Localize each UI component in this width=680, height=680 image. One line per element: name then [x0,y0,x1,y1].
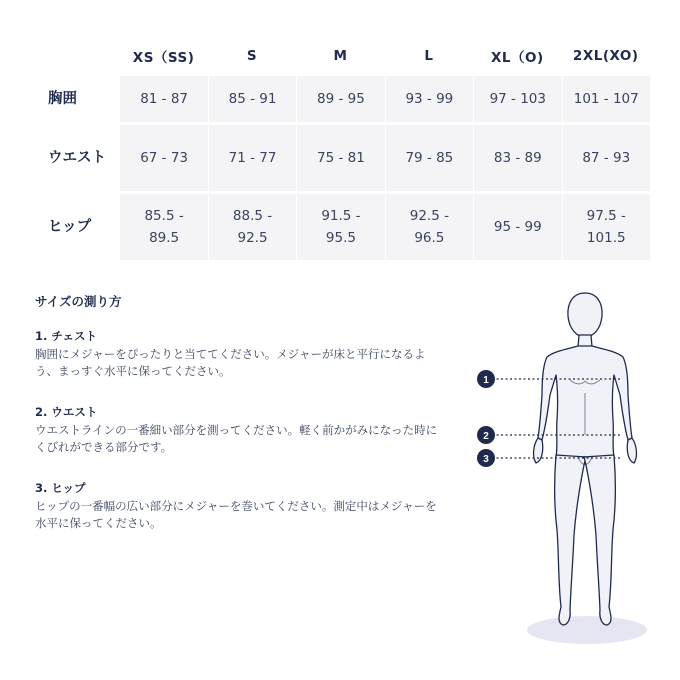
table-row-chest [38,76,650,125]
size-chart-table [38,36,650,263]
table-cell [562,194,651,263]
table-row-waist [38,125,650,194]
size-header: XL（O) [490,50,544,66]
table-cell [119,76,207,125]
row-label [38,125,119,194]
corner-cell [38,36,119,76]
marker-label: 3 [483,454,489,465]
step-description: 胸囲にメジャーをぴったりと当ててください。メジャーが床と平行になるよう、まっすぐ水平に保ってください。 [35,347,426,378]
table-cell [473,194,561,263]
cell-value: 88.5 - 92.5 [232,208,273,246]
cell-value: 97 - 103 [489,91,546,107]
cell-value: 81 - 87 [140,91,188,107]
cell-value: 95 - 99 [493,219,542,235]
size-header-row [38,36,650,76]
cell-value: 89 - 95 [317,91,365,107]
size-header: S [246,48,258,64]
mannequin-body [534,293,637,625]
step-title: 3. ヒップ [35,481,86,495]
cell-value: 79 - 85 [405,150,454,166]
guide-step-chest [35,328,447,380]
table-cell [119,125,207,194]
cell-value: 67 - 73 [140,150,188,166]
row-label: 胸囲 [38,76,119,125]
marker-label: 1 [483,375,489,386]
table-cell [562,125,651,194]
table-cell [385,76,473,125]
size-header: 2XL(XO) [572,48,639,64]
table-cell [296,194,384,263]
size-header: XS（SS) [132,50,195,66]
table-cell [385,194,473,263]
table-row-hip [38,194,650,263]
size-header: L [424,48,434,64]
cell-value: 97.5 - 101.5 [586,208,626,246]
table-cell [473,125,561,194]
step-title: 2. ウエスト [35,405,98,419]
guide-step-waist [35,404,447,456]
cell-value: 87 - 93 [582,150,631,166]
table-cell [208,125,296,194]
cell-value: 75 - 81 [317,150,365,166]
step-description: ウエストラインの一番細い部分を測ってください。軽く前かがみになった時にくびれができる部分です。 [35,423,438,454]
marker-label: 2 [483,431,489,442]
cell-value: 85 - 91 [228,91,277,107]
marker-1-icon [477,370,495,388]
table-cell [562,76,651,125]
step-description: ヒップの一番幅の広い部分にメジャーを巻いてください。測定中はメジャーを水平に保ってください。 [35,499,437,530]
cell-value: 85.5 - 89.5 [144,208,184,246]
table-cell [208,76,296,125]
guide-title: サイズの測り方 [35,294,122,309]
marker-3-icon [477,449,495,467]
table-cell [296,76,384,125]
step-title: 1. チェスト [35,329,98,343]
table-cell [208,194,296,263]
marker-2-icon [477,426,495,444]
guide-step-hip [35,480,447,532]
size-header: M [333,48,348,64]
cell-value: 83 - 89 [493,150,542,166]
cell-value: 91.5 - 95.5 [321,208,361,246]
row-label: ヒップ [38,194,119,263]
table-cell [119,194,207,263]
cell-value: 93 - 99 [405,91,454,107]
measurement-guide [35,292,447,556]
cell-value: 92.5 - 96.5 [409,208,449,246]
table-cell [296,125,384,194]
cell-value: 101 - 107 [573,91,639,107]
table-cell [385,125,473,194]
mannequin-illustration [470,285,660,650]
floor-shadow [527,616,647,644]
body-figure [470,285,660,650]
row-label-text: ウエスト [48,150,106,166]
table-cell [473,76,561,125]
cell-value: 71 - 77 [228,150,277,166]
